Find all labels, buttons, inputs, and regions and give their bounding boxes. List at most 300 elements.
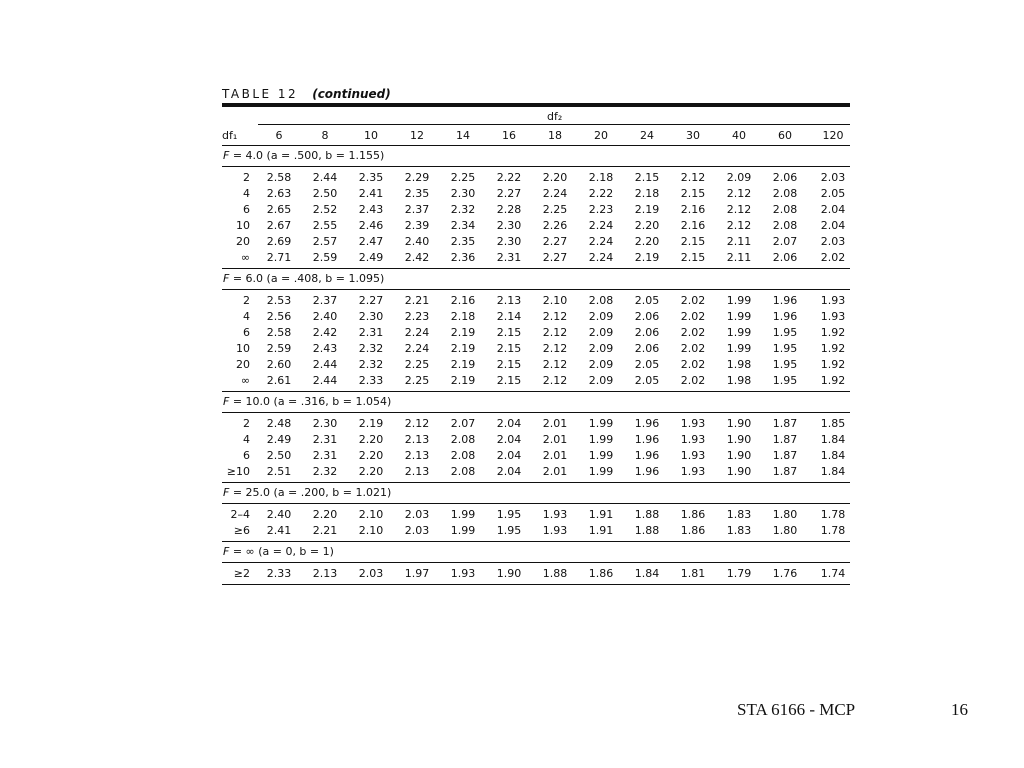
- table-cell: 2.12: [542, 358, 568, 371]
- table-cell: 2.48: [266, 417, 292, 430]
- df1-value: 6: [243, 449, 250, 462]
- table-cell: 2.08: [450, 449, 476, 462]
- table-cell: 2.20: [358, 449, 384, 462]
- table-cell: 2.04: [496, 449, 522, 462]
- table-cell: 2.12: [726, 219, 752, 232]
- table-cell: 2.27: [542, 235, 568, 248]
- table-cell: 2.16: [680, 203, 706, 216]
- table-cell: 1.87: [772, 465, 798, 478]
- table-cell: 1.93: [680, 433, 706, 446]
- table-cell: 2.20: [312, 508, 338, 521]
- table-cell: 1.78: [820, 508, 846, 521]
- table-cell: 2.01: [542, 465, 568, 478]
- table-cell: 2.12: [726, 187, 752, 200]
- table-cell: 2.04: [496, 417, 522, 430]
- table-cell: 1.92: [820, 374, 846, 387]
- table-title-text: TABLE 12: [222, 87, 299, 101]
- table-cell: 1.90: [726, 465, 752, 478]
- table-cell: 1.80: [772, 524, 798, 537]
- table-row: [222, 357, 850, 373]
- table-cell: 2.51: [266, 465, 292, 478]
- table-row: [222, 416, 850, 432]
- df1-value: 10: [236, 219, 250, 232]
- table-cell: 1.90: [726, 417, 752, 430]
- table-cell: 2.06: [772, 251, 798, 264]
- column-header: 10: [364, 129, 378, 142]
- section-parameters: = 6.0 (a = .408, b = 1.095): [229, 272, 385, 285]
- table-cell: 2.43: [312, 342, 338, 355]
- table-cell: 2.24: [588, 251, 614, 264]
- table-cell: 2.12: [542, 326, 568, 339]
- table-cell: 1.86: [680, 524, 706, 537]
- table-cell: 2.24: [542, 187, 568, 200]
- table-cell: 2.71: [266, 251, 292, 264]
- table-cell: 2.25: [542, 203, 568, 216]
- column-header: 12: [410, 129, 424, 142]
- table-cell: 2.57: [312, 235, 338, 248]
- table-cell: 2.46: [358, 219, 384, 232]
- df2-label: df₂: [547, 110, 563, 123]
- f-symbol: F: [223, 395, 230, 408]
- section-parameters: = 25.0 (a = .200, b = 1.021): [229, 486, 392, 499]
- table-row: [222, 373, 850, 389]
- table-cell: 1.84: [634, 567, 660, 580]
- df2-header: [222, 107, 850, 125]
- table-row: [222, 293, 850, 309]
- table-cell: 2.08: [772, 203, 798, 216]
- table-cell: 1.81: [680, 567, 706, 580]
- column-header: 6: [275, 129, 283, 142]
- table-cell: 2.12: [542, 374, 568, 387]
- table-cell: 2.25: [404, 358, 430, 371]
- table-cell: 2.60: [266, 358, 292, 371]
- df1-value: ∞: [240, 374, 250, 387]
- table-row: [222, 341, 850, 357]
- table-cell: 2.44: [312, 358, 338, 371]
- table-cell: 2.31: [358, 326, 384, 339]
- table-cell: 2.13: [312, 567, 338, 580]
- section-parameters: = 10.0 (a = .316, b = 1.054): [229, 395, 392, 408]
- table-cell: 1.99: [450, 508, 476, 521]
- table-cell: 1.87: [772, 449, 798, 462]
- table-cell: 2.30: [450, 187, 476, 200]
- table-cell: 2.09: [588, 326, 614, 339]
- table-cell: 2.63: [266, 187, 292, 200]
- table-cell: 2.31: [312, 433, 338, 446]
- table-cell: 2.04: [496, 465, 522, 478]
- table-cell: 1.85: [820, 417, 846, 430]
- section-body: [222, 504, 850, 542]
- column-header: 8: [321, 129, 329, 142]
- table-cell: 2.15: [496, 326, 522, 339]
- df1-value: ≥6: [233, 524, 250, 537]
- table-cell: 1.99: [726, 326, 752, 339]
- table-cell: 2.20: [358, 465, 384, 478]
- table-cell: 2.25: [404, 374, 430, 387]
- table-cell: 2.05: [634, 374, 660, 387]
- table-cell: 1.99: [588, 465, 614, 478]
- table-cell: 1.99: [588, 433, 614, 446]
- table-cell: 2.20: [634, 235, 660, 248]
- table-cell: 1.99: [588, 449, 614, 462]
- table-cell: 2.22: [496, 171, 522, 184]
- df1-value: 4: [243, 310, 250, 323]
- df1-value: ≥2: [233, 567, 250, 580]
- table-cell: 2.18: [450, 310, 476, 323]
- table-cell: 1.88: [634, 508, 660, 521]
- table-cell: 2.34: [450, 219, 476, 232]
- table-cell: 1.93: [680, 417, 706, 430]
- table-cell: 2.19: [358, 417, 384, 430]
- table-cell: 2.15: [680, 187, 706, 200]
- table-row: [222, 507, 850, 523]
- table-cell: 2.01: [542, 449, 568, 462]
- table-cell: 2.50: [312, 187, 338, 200]
- column-header: 40: [732, 129, 746, 142]
- table-cell: 2.24: [588, 235, 614, 248]
- table-cell: 2.69: [266, 235, 292, 248]
- table-cell: 2.59: [312, 251, 338, 264]
- df1-value: 2: [243, 171, 250, 184]
- table-cell: 1.90: [726, 433, 752, 446]
- table-cell: 2.50: [266, 449, 292, 462]
- table-cell: 2.20: [634, 219, 660, 232]
- table-cell: 1.93: [820, 310, 846, 323]
- table-cell: 2.12: [680, 171, 706, 184]
- table-cell: 2.61: [266, 374, 292, 387]
- table-cell: 1.84: [820, 433, 846, 446]
- table-cell: 1.96: [772, 294, 798, 307]
- table-cell: 2.07: [772, 235, 798, 248]
- table-cell: 2.31: [496, 251, 522, 264]
- table-cell: 1.96: [634, 465, 660, 478]
- table-cell: 1.95: [772, 342, 798, 355]
- table-cell: 1.90: [496, 567, 522, 580]
- table-cell: 2.13: [404, 449, 430, 462]
- table-cell: 1.99: [726, 294, 752, 307]
- table-cell: 2.59: [266, 342, 292, 355]
- table-cell: 2.42: [404, 251, 430, 264]
- table-cell: 1.83: [726, 508, 752, 521]
- table-cell: 2.02: [680, 294, 706, 307]
- table-cell: 1.92: [820, 358, 846, 371]
- table-cell: 2.19: [634, 251, 660, 264]
- section-body: [222, 290, 850, 392]
- table-cell: 2.56: [266, 310, 292, 323]
- table-cell: 2.09: [588, 358, 614, 371]
- table-cell: 2.12: [542, 342, 568, 355]
- section-body: [222, 167, 850, 269]
- table-cell: 2.08: [450, 465, 476, 478]
- table-cell: 2.18: [588, 171, 614, 184]
- section-header: [222, 269, 850, 290]
- table-row: [222, 202, 850, 218]
- table-cell: 2.49: [266, 433, 292, 446]
- table-cell: 1.92: [820, 326, 846, 339]
- table-cell: 2.21: [404, 294, 430, 307]
- table-cell: 2.44: [312, 374, 338, 387]
- table-cell: 2.24: [588, 219, 614, 232]
- table-cell: 1.79: [726, 567, 752, 580]
- table-cell: 1.92: [820, 342, 846, 355]
- table-cell: 2.11: [726, 235, 752, 248]
- section-header: [222, 392, 850, 413]
- table-cell: 1.88: [634, 524, 660, 537]
- table-cell: 2.37: [312, 294, 338, 307]
- table-cell: 2.30: [496, 235, 522, 248]
- table-cell: 2.04: [820, 219, 846, 232]
- column-header: 24: [640, 129, 654, 142]
- table-cell: 2.52: [312, 203, 338, 216]
- table-cell: 2.06: [634, 342, 660, 355]
- table-row: [222, 186, 850, 202]
- table-cell: 2.03: [820, 235, 846, 248]
- df1-value: 4: [243, 433, 250, 446]
- table-row: [222, 523, 850, 539]
- table-row: [222, 464, 850, 480]
- section-body: [222, 563, 850, 585]
- table-sections: [222, 146, 850, 585]
- column-header: 16: [502, 129, 516, 142]
- table-cell: 2.65: [266, 203, 292, 216]
- table-cell: 2.43: [358, 203, 384, 216]
- table-cell: 1.99: [726, 342, 752, 355]
- table-cell: 2.18: [634, 187, 660, 200]
- table-cell: 2.08: [450, 433, 476, 446]
- section-parameters: = 4.0 (a = .500, b = 1.155): [229, 149, 385, 162]
- table-cell: 2.20: [542, 171, 568, 184]
- table-cell: 1.76: [772, 567, 798, 580]
- table-cell: 2.27: [358, 294, 384, 307]
- column-header-row: [222, 125, 850, 146]
- table-cell: 2.15: [680, 235, 706, 248]
- table-cell: 2.24: [404, 326, 430, 339]
- table-cell: 2.30: [496, 219, 522, 232]
- table-cell: 2.09: [588, 374, 614, 387]
- table-row: [222, 566, 850, 582]
- table-cell: 2.05: [634, 358, 660, 371]
- table-cell: 1.93: [820, 294, 846, 307]
- table-cell: 2.27: [542, 251, 568, 264]
- df1-value: 20: [236, 235, 250, 248]
- table-cell: 2.08: [772, 219, 798, 232]
- table-row: [222, 448, 850, 464]
- section-body: [222, 413, 850, 483]
- table-cell: 2.27: [496, 187, 522, 200]
- table-cell: 2.32: [450, 203, 476, 216]
- table-cell: 2.44: [312, 171, 338, 184]
- table-cell: 1.88: [542, 567, 568, 580]
- table-cell: 1.80: [772, 508, 798, 521]
- table-cell: 1.95: [496, 524, 522, 537]
- table-cell: 2.19: [450, 374, 476, 387]
- table-cell: 2.49: [358, 251, 384, 264]
- table-cell: 2.33: [358, 374, 384, 387]
- table-cell: 1.84: [820, 465, 846, 478]
- column-header: 14: [456, 129, 470, 142]
- table-cell: 2.31: [312, 449, 338, 462]
- table-cell: 2.28: [496, 203, 522, 216]
- table-cell: 2.02: [680, 326, 706, 339]
- df1-value: 4: [243, 187, 250, 200]
- table-cell: 1.96: [772, 310, 798, 323]
- table-cell: 2.24: [404, 342, 430, 355]
- footer-page-number: 16: [951, 700, 968, 719]
- table-cell: 2.36: [450, 251, 476, 264]
- footer-course: STA 6166 - MCP: [737, 700, 856, 719]
- table-cell: 2.19: [450, 358, 476, 371]
- table-cell: 2.19: [450, 326, 476, 339]
- table-cell: 2.55: [312, 219, 338, 232]
- f-symbol: F: [223, 149, 230, 162]
- df1-value: 2: [243, 294, 250, 307]
- table-cell: 2.35: [358, 171, 384, 184]
- section-header: [222, 483, 850, 504]
- table-cell: 2.15: [496, 374, 522, 387]
- table-cell: 1.95: [772, 374, 798, 387]
- df1-value: ∞: [240, 251, 250, 264]
- table-cell: 2.33: [266, 567, 292, 580]
- table-cell: 1.93: [542, 524, 568, 537]
- table-cell: 1.90: [726, 449, 752, 462]
- table-cell: 2.32: [312, 465, 338, 478]
- table-cell: 1.98: [726, 374, 752, 387]
- table-cell: 2.13: [404, 433, 430, 446]
- table-cell: 2.02: [680, 342, 706, 355]
- table-cell: 1.83: [726, 524, 752, 537]
- df1-value: 2: [243, 417, 250, 430]
- table-cell: 2.12: [404, 417, 430, 430]
- section-header: [222, 542, 850, 563]
- table-cell: 1.86: [588, 567, 614, 580]
- df1-value: 10: [236, 342, 250, 355]
- table-cell: 2.13: [404, 465, 430, 478]
- table-cell: 2.21: [312, 524, 338, 537]
- table-cell: 2.03: [358, 567, 384, 580]
- table-cell: 2.13: [496, 294, 522, 307]
- table-cell: 2.32: [358, 342, 384, 355]
- table-cell: 2.11: [726, 251, 752, 264]
- table-cell: 2.58: [266, 326, 292, 339]
- table-cell: 2.02: [680, 358, 706, 371]
- df1-value: 6: [243, 203, 250, 216]
- table-cell: 2.41: [358, 187, 384, 200]
- table-cell: 2.14: [496, 310, 522, 323]
- table-cell: 1.96: [634, 449, 660, 462]
- table-row: [222, 250, 850, 266]
- table-cell: 2.09: [588, 310, 614, 323]
- table-cell: 1.96: [634, 433, 660, 446]
- table-cell: 2.25: [450, 171, 476, 184]
- table-cell: 2.10: [542, 294, 568, 307]
- df1-value: 20: [236, 358, 250, 371]
- table-cell: 2.15: [680, 251, 706, 264]
- table-cell: 1.86: [680, 508, 706, 521]
- table-cell: 2.12: [542, 310, 568, 323]
- table-cell: 2.47: [358, 235, 384, 248]
- f-table: [222, 86, 850, 585]
- table-cell: 2.01: [542, 417, 568, 430]
- table-cell: 2.58: [266, 171, 292, 184]
- section-parameters: = ∞ (a = 0, b = 1): [229, 545, 334, 558]
- table-cell: 2.40: [404, 235, 430, 248]
- table-cell: 2.42: [312, 326, 338, 339]
- table-cell: 2.06: [634, 310, 660, 323]
- table-cell: 2.19: [450, 342, 476, 355]
- table-cell: 2.08: [772, 187, 798, 200]
- column-header: 120: [822, 129, 844, 142]
- table-cell: 1.99: [450, 524, 476, 537]
- table-cell: 2.15: [496, 342, 522, 355]
- column-header: 60: [778, 129, 792, 142]
- df1-value: ≥10: [226, 465, 250, 478]
- table-cell: 2.53: [266, 294, 292, 307]
- table-cell: 2.07: [450, 417, 476, 430]
- table-cell: 1.93: [542, 508, 568, 521]
- table-cell: 2.16: [680, 219, 706, 232]
- table-cell: 2.16: [450, 294, 476, 307]
- table-cell: 2.05: [820, 187, 846, 200]
- table-cell: 2.10: [358, 524, 384, 537]
- table-cell: 1.84: [820, 449, 846, 462]
- table-row: [222, 234, 850, 250]
- section-header: [222, 146, 850, 167]
- column-header: 30: [686, 129, 700, 142]
- table-cell: 2.09: [588, 342, 614, 355]
- table-cell: 2.22: [588, 187, 614, 200]
- table-cell: 2.12: [726, 203, 752, 216]
- table-cell: 2.30: [358, 310, 384, 323]
- table-cell: 2.03: [404, 524, 430, 537]
- column-header: 20: [594, 129, 608, 142]
- table-cell: 1.87: [772, 433, 798, 446]
- table-row: [222, 432, 850, 448]
- table-cell: 1.95: [772, 358, 798, 371]
- table-cell: 2.29: [404, 171, 430, 184]
- table-cell: 2.04: [496, 433, 522, 446]
- table-cell: 1.93: [450, 567, 476, 580]
- table-cell: 1.96: [634, 417, 660, 430]
- table-cell: 2.39: [404, 219, 430, 232]
- table-cell: 2.15: [496, 358, 522, 371]
- table-cell: 2.67: [266, 219, 292, 232]
- table-cell: 2.37: [404, 203, 430, 216]
- f-symbol: F: [223, 486, 230, 499]
- df1-value: 2–4: [230, 508, 250, 521]
- table-row: [222, 218, 850, 234]
- table-cell: 2.26: [542, 219, 568, 232]
- table-cell: 1.74: [820, 567, 846, 580]
- table-cell: 1.99: [726, 310, 752, 323]
- table-cell: 2.01: [542, 433, 568, 446]
- table-cell: 1.95: [772, 326, 798, 339]
- table-cell: 1.87: [772, 417, 798, 430]
- table-cell: 2.40: [266, 508, 292, 521]
- table-cell: 2.02: [680, 310, 706, 323]
- table-cell: 2.35: [450, 235, 476, 248]
- table-cell: 2.20: [358, 433, 384, 446]
- table-cell: 1.98: [726, 358, 752, 371]
- table-cell: 1.95: [496, 508, 522, 521]
- table-cell: 2.10: [358, 508, 384, 521]
- table-cell: 2.23: [404, 310, 430, 323]
- f-symbol: F: [223, 545, 230, 558]
- table-cell: 2.35: [404, 187, 430, 200]
- table-cell: 2.02: [820, 251, 846, 264]
- table-cell: 1.99: [588, 417, 614, 430]
- table-cell: 2.30: [312, 417, 338, 430]
- table-cell: 2.23: [588, 203, 614, 216]
